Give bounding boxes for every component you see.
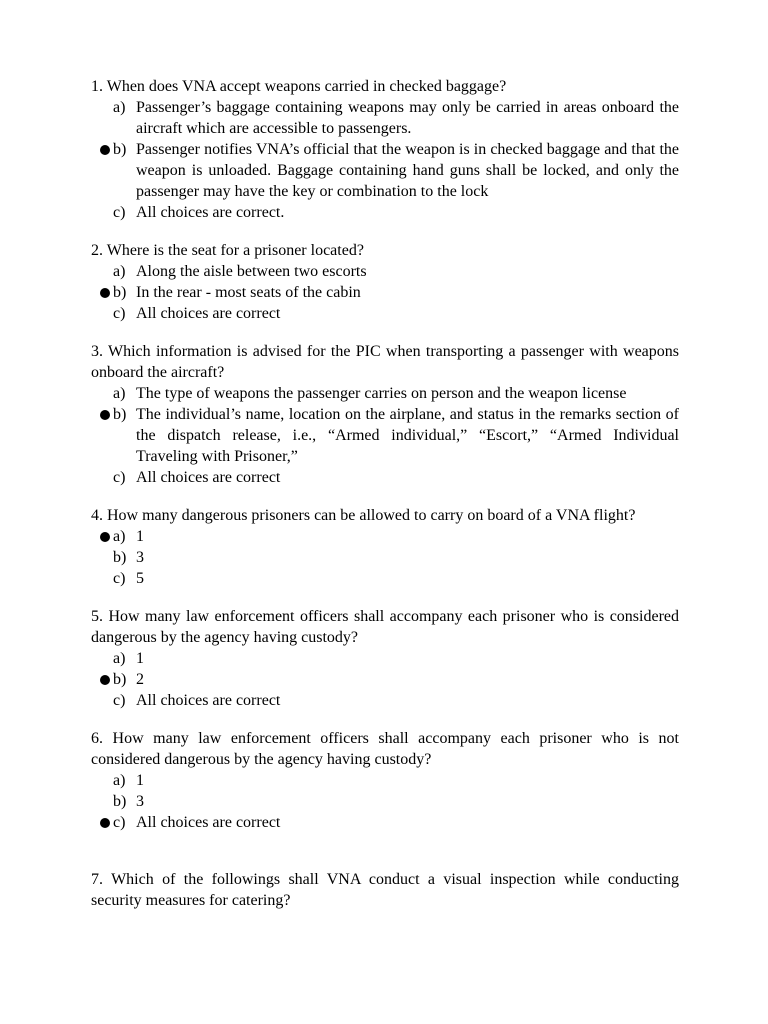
quiz-document [91, 76, 679, 928]
answer-option [91, 812, 679, 833]
selected-answer-bullet-icon [100, 532, 110, 542]
option-text: All choices are correct. [136, 204, 285, 221]
option-letter: c) [113, 204, 126, 221]
option-text: 5 [136, 570, 144, 587]
option-letter: b) [113, 284, 127, 301]
question-3 [91, 341, 679, 488]
option-text: 3 [136, 549, 144, 566]
option-letter: c) [113, 692, 126, 709]
option-letter: a) [113, 650, 126, 667]
question-text: 1. When does VNA accept weapons carried in checked baggage? [91, 78, 507, 95]
answer-option [91, 303, 679, 324]
option-text: 1 [136, 650, 144, 667]
answer-option [91, 261, 679, 282]
question-7 [91, 869, 679, 911]
answer-option [91, 791, 679, 812]
option-text: The individual’s name, location on the airplane, and status in the remarks section of the dispatch release, i.e., “Armed individual,” “Escort,” “Armed Individual Traveling with Prisoner,” [136, 406, 679, 465]
option-text: The type of weapons the passenger carries on person and the weapon license [136, 385, 627, 402]
question-text: 7. Which of the followings shall VNA conduct a visual inspection while conducting security measures for catering? [91, 871, 679, 909]
answer-option [91, 202, 679, 223]
answer-options [91, 526, 679, 589]
option-letter: a) [113, 528, 126, 545]
answer-options [91, 648, 679, 711]
answer-options [91, 97, 679, 223]
answer-option [91, 139, 679, 202]
option-text: 1 [136, 772, 144, 789]
answer-option [91, 770, 679, 791]
selected-answer-bullet-icon [100, 288, 110, 298]
answer-option [91, 547, 679, 568]
option-letter: b) [113, 793, 127, 810]
option-text: Passenger notifies VNA’s official that the weapon is in checked baggage and that the weapon is unloaded. Baggage containing hand guns shall be locked, and only the passenger may have the key or combination to the lock [136, 141, 679, 200]
option-text: All choices are correct [136, 692, 281, 709]
answer-option [91, 404, 679, 467]
selected-answer-bullet-icon [100, 818, 110, 828]
option-text: 3 [136, 793, 144, 810]
question-text: 5. How many law enforcement officers shall accompany each prisoner who is considered dangerous by the agency having custody? [91, 608, 679, 646]
option-text: 2 [136, 671, 144, 688]
option-letter: b) [113, 671, 127, 688]
option-letter: a) [113, 385, 126, 402]
answer-options [91, 261, 679, 324]
question-6 [91, 728, 679, 833]
option-letter: b) [113, 549, 127, 566]
option-letter: b) [113, 406, 127, 423]
answer-option [91, 383, 679, 404]
option-text: Along the aisle between two escorts [136, 263, 367, 280]
answer-option [91, 690, 679, 711]
question-2 [91, 240, 679, 324]
option-letter: c) [113, 305, 126, 322]
answer-option [91, 648, 679, 669]
answer-option [91, 568, 679, 589]
question-text: 4. How many dangerous prisoners can be allowed to carry on board of a VNA flight? [91, 507, 636, 524]
option-letter: a) [113, 99, 126, 116]
option-letter: c) [113, 570, 126, 587]
option-letter: c) [113, 814, 126, 831]
answer-option [91, 282, 679, 303]
question-text: 6. How many law enforcement officers shall accompany each prisoner who is not considered dangerous by the agency having custody? [91, 730, 679, 768]
answer-option [91, 97, 679, 139]
option-text: All choices are correct [136, 814, 281, 831]
question-4 [91, 505, 679, 589]
question-5 [91, 606, 679, 711]
option-text: In the rear - most seats of the cabin [136, 284, 361, 301]
option-text: Passenger’s baggage containing weapons may only be carried in areas onboard the aircraft which are accessible to passengers. [136, 99, 679, 137]
option-letter: a) [113, 263, 126, 280]
selected-answer-bullet-icon [100, 675, 110, 685]
selected-answer-bullet-icon [100, 145, 110, 155]
question-text: 2. Where is the seat for a prisoner located? [91, 242, 364, 259]
answer-option [91, 669, 679, 690]
answer-options [91, 383, 679, 488]
option-letter: b) [113, 141, 127, 158]
question-text: 3. Which information is advised for the PIC when transporting a passenger with weapons onboard the aircraft? [91, 343, 679, 381]
option-letter: c) [113, 469, 126, 486]
answer-options [91, 770, 679, 833]
option-text: All choices are correct [136, 469, 281, 486]
answer-option [91, 526, 679, 547]
answer-option [91, 467, 679, 488]
option-text: 1 [136, 528, 144, 545]
selected-answer-bullet-icon [100, 410, 110, 420]
question-1 [91, 76, 679, 223]
option-letter: a) [113, 772, 126, 789]
option-text: All choices are correct [136, 305, 281, 322]
